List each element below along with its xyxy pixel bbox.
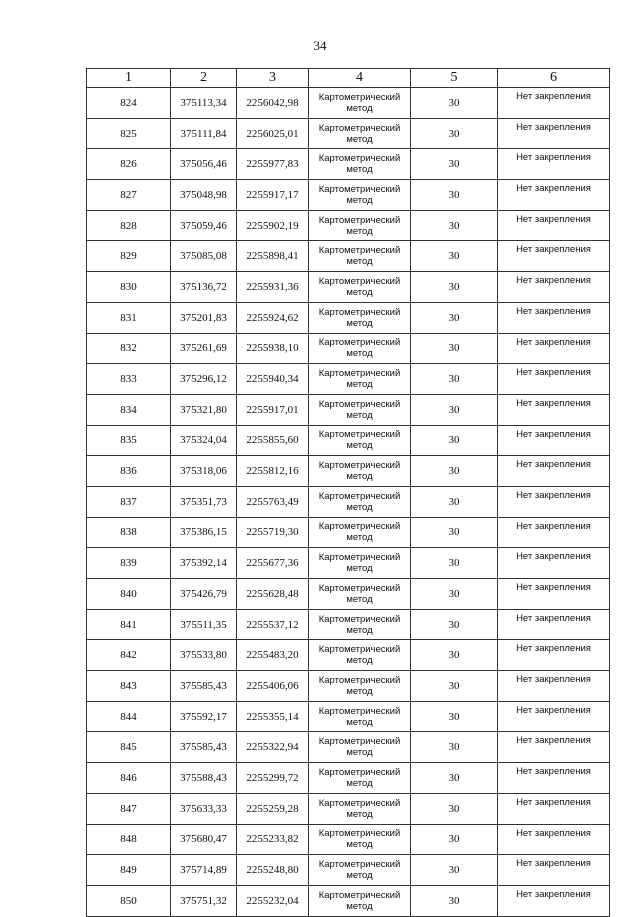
- method-line-2: метод: [346, 808, 373, 820]
- fixation-cell: Нет закрепления: [498, 272, 610, 303]
- table-row: [87, 149, 610, 180]
- method-line-2: метод: [346, 317, 373, 329]
- x-coordinate-cell: 375136,72: [171, 272, 237, 303]
- x-coordinate-cell: 375751,32: [171, 885, 237, 916]
- point-number-cell: 826: [87, 149, 171, 180]
- x-coordinate-cell: 375321,80: [171, 394, 237, 425]
- method-line-1: Картометрический: [318, 245, 401, 257]
- method-line-2: метод: [346, 532, 373, 544]
- x-coordinate-cell: 375714,89: [171, 855, 237, 886]
- accuracy-cell: 30: [411, 394, 498, 425]
- fixation-cell: Нет закрепления: [498, 640, 610, 671]
- method-line-1: Картометрический: [318, 214, 401, 226]
- method-line-1: Картометрический: [318, 153, 401, 165]
- method-line-1: Картометрический: [318, 91, 401, 103]
- point-number-cell: 828: [87, 210, 171, 241]
- point-number-cell: 830: [87, 272, 171, 303]
- y-coordinate-cell: 2255483,20: [237, 640, 309, 671]
- method-cell: [309, 88, 411, 119]
- method-line-2: метод: [346, 348, 373, 360]
- fixation-cell: Нет закрепления: [498, 486, 610, 517]
- table-row: [87, 824, 610, 855]
- fixation-cell: Нет закрепления: [498, 701, 610, 732]
- method-line-2: метод: [346, 900, 373, 912]
- fixation-cell: Нет закрепления: [498, 364, 610, 395]
- method-line-2: метод: [346, 471, 373, 483]
- method-line-1: Картометрический: [318, 306, 401, 318]
- table-row: [87, 763, 610, 794]
- accuracy-cell: 30: [411, 548, 498, 579]
- method-line-1: Картометрический: [318, 859, 401, 871]
- table-body: [87, 88, 610, 917]
- accuracy-cell: 30: [411, 824, 498, 855]
- method-cell: [309, 579, 411, 610]
- method-line-2: метод: [346, 747, 373, 759]
- method-cell: [309, 210, 411, 241]
- method-cell: [309, 732, 411, 763]
- method-cell: [309, 640, 411, 671]
- y-coordinate-cell: 2255917,01: [237, 394, 309, 425]
- method-cell: [309, 548, 411, 579]
- y-coordinate-cell: 2255406,06: [237, 671, 309, 702]
- accuracy-cell: 30: [411, 425, 498, 456]
- x-coordinate-cell: 375048,98: [171, 180, 237, 211]
- accuracy-cell: 30: [411, 701, 498, 732]
- x-coordinate-cell: 375680,47: [171, 824, 237, 855]
- point-number-cell: 836: [87, 456, 171, 487]
- method-line-1: Картометрический: [318, 644, 401, 656]
- fixation-cell: Нет закрепления: [498, 793, 610, 824]
- y-coordinate-cell: 2255855,60: [237, 425, 309, 456]
- table-row: [87, 333, 610, 364]
- method-cell: [309, 425, 411, 456]
- method-cell: [309, 333, 411, 364]
- table-row: [87, 793, 610, 824]
- x-coordinate-cell: 375296,12: [171, 364, 237, 395]
- y-coordinate-cell: 2255248,80: [237, 855, 309, 886]
- y-coordinate-cell: 2255917,17: [237, 180, 309, 211]
- column-header-5: 5: [411, 69, 498, 88]
- method-line-2: метод: [346, 379, 373, 391]
- accuracy-cell: 30: [411, 302, 498, 333]
- method-line-1: Картометрический: [318, 705, 401, 717]
- table-row: [87, 302, 610, 333]
- accuracy-cell: 30: [411, 272, 498, 303]
- method-line-2: метод: [346, 870, 373, 882]
- accuracy-cell: 30: [411, 609, 498, 640]
- point-number-cell: 850: [87, 885, 171, 916]
- point-number-cell: 833: [87, 364, 171, 395]
- method-line-2: метод: [346, 409, 373, 421]
- method-line-2: метод: [346, 256, 373, 268]
- point-number-cell: 842: [87, 640, 171, 671]
- fixation-cell: Нет закрепления: [498, 118, 610, 149]
- table-row: [87, 579, 610, 610]
- x-coordinate-cell: 375261,69: [171, 333, 237, 364]
- method-line-1: Картометрический: [318, 552, 401, 564]
- y-coordinate-cell: 2256025,01: [237, 118, 309, 149]
- method-line-2: метод: [346, 102, 373, 114]
- method-cell: [309, 118, 411, 149]
- fixation-cell: Нет закрепления: [498, 456, 610, 487]
- table-row: [87, 425, 610, 456]
- y-coordinate-cell: 2255299,72: [237, 763, 309, 794]
- y-coordinate-cell: 2255628,48: [237, 579, 309, 610]
- accuracy-cell: 30: [411, 118, 498, 149]
- method-cell: [309, 609, 411, 640]
- point-number-cell: 847: [87, 793, 171, 824]
- method-cell: [309, 517, 411, 548]
- x-coordinate-cell: 375585,43: [171, 671, 237, 702]
- y-coordinate-cell: 2255322,94: [237, 732, 309, 763]
- point-number-cell: 843: [87, 671, 171, 702]
- y-coordinate-cell: 2255938,10: [237, 333, 309, 364]
- x-coordinate-cell: 375386,15: [171, 517, 237, 548]
- fixation-cell: Нет закрепления: [498, 210, 610, 241]
- table-row: [87, 118, 610, 149]
- fixation-cell: Нет закрепления: [498, 548, 610, 579]
- method-line-2: метод: [346, 685, 373, 697]
- method-line-1: Картометрический: [318, 736, 401, 748]
- accuracy-cell: 30: [411, 640, 498, 671]
- y-coordinate-cell: 2255898,41: [237, 241, 309, 272]
- x-coordinate-cell: 375085,08: [171, 241, 237, 272]
- method-cell: [309, 885, 411, 916]
- accuracy-cell: 30: [411, 333, 498, 364]
- table-row: [87, 640, 610, 671]
- fixation-cell: Нет закрепления: [498, 609, 610, 640]
- x-coordinate-cell: 375511,35: [171, 609, 237, 640]
- x-coordinate-cell: 375633,33: [171, 793, 237, 824]
- method-line-1: Картометрический: [318, 582, 401, 594]
- page-number: 34: [313, 38, 327, 53]
- table-row: [87, 855, 610, 886]
- method-line-1: Картометрический: [318, 521, 401, 533]
- method-cell: [309, 272, 411, 303]
- accuracy-cell: 30: [411, 517, 498, 548]
- point-number-cell: 837: [87, 486, 171, 517]
- table-row: [87, 456, 610, 487]
- method-line-2: метод: [346, 194, 373, 206]
- accuracy-cell: 30: [411, 364, 498, 395]
- y-coordinate-cell: 2255763,49: [237, 486, 309, 517]
- method-line-1: Картометрический: [318, 766, 401, 778]
- y-coordinate-cell: 2255940,34: [237, 364, 309, 395]
- accuracy-cell: 30: [411, 149, 498, 180]
- accuracy-cell: 30: [411, 885, 498, 916]
- column-header-2: 2: [171, 69, 237, 88]
- accuracy-cell: 30: [411, 579, 498, 610]
- accuracy-cell: 30: [411, 456, 498, 487]
- method-line-2: метод: [346, 501, 373, 513]
- table-row: [87, 241, 610, 272]
- method-line-2: метод: [346, 839, 373, 851]
- method-line-2: метод: [346, 624, 373, 636]
- method-cell: [309, 701, 411, 732]
- table-row: [87, 486, 610, 517]
- fixation-cell: Нет закрепления: [498, 671, 610, 702]
- x-coordinate-cell: 375426,79: [171, 579, 237, 610]
- accuracy-cell: 30: [411, 88, 498, 119]
- table-row: [87, 272, 610, 303]
- fixation-cell: Нет закрепления: [498, 333, 610, 364]
- table-row: [87, 180, 610, 211]
- point-number-cell: 838: [87, 517, 171, 548]
- method-line-2: метод: [346, 225, 373, 237]
- x-coordinate-cell: 375113,34: [171, 88, 237, 119]
- x-coordinate-cell: 375588,43: [171, 763, 237, 794]
- table-row: [87, 517, 610, 548]
- x-coordinate-cell: 375318,06: [171, 456, 237, 487]
- table-row: [87, 210, 610, 241]
- table-row: [87, 885, 610, 916]
- x-coordinate-cell: 375592,17: [171, 701, 237, 732]
- method-line-1: Картометрический: [318, 797, 401, 809]
- method-cell: [309, 671, 411, 702]
- fixation-cell: Нет закрепления: [498, 824, 610, 855]
- method-line-2: метод: [346, 593, 373, 605]
- point-number-cell: 827: [87, 180, 171, 211]
- fixation-cell: Нет закрепления: [498, 180, 610, 211]
- point-number-cell: 848: [87, 824, 171, 855]
- method-cell: [309, 394, 411, 425]
- x-coordinate-cell: 375059,46: [171, 210, 237, 241]
- x-coordinate-cell: 375201,83: [171, 302, 237, 333]
- fixation-cell: Нет закрепления: [498, 425, 610, 456]
- point-number-cell: 834: [87, 394, 171, 425]
- table-row: [87, 88, 610, 119]
- coordinates-table: [86, 68, 610, 917]
- x-coordinate-cell: 375111,84: [171, 118, 237, 149]
- point-number-cell: 840: [87, 579, 171, 610]
- method-line-1: Картометрический: [318, 398, 401, 410]
- method-cell: [309, 302, 411, 333]
- y-coordinate-cell: 2255233,82: [237, 824, 309, 855]
- table-row: [87, 732, 610, 763]
- y-coordinate-cell: 2255902,19: [237, 210, 309, 241]
- method-cell: [309, 486, 411, 517]
- accuracy-cell: 30: [411, 793, 498, 824]
- method-cell: [309, 855, 411, 886]
- y-coordinate-cell: 2255259,28: [237, 793, 309, 824]
- table-row: [87, 671, 610, 702]
- column-header-6: 6: [498, 69, 610, 88]
- method-cell: [309, 364, 411, 395]
- method-line-1: Картометрический: [318, 674, 401, 686]
- point-number-cell: 845: [87, 732, 171, 763]
- y-coordinate-cell: 2255355,14: [237, 701, 309, 732]
- method-line-2: метод: [346, 563, 373, 575]
- x-coordinate-cell: 375392,14: [171, 548, 237, 579]
- method-line-2: метод: [346, 133, 373, 145]
- method-line-2: метод: [346, 777, 373, 789]
- x-coordinate-cell: 375056,46: [171, 149, 237, 180]
- fixation-cell: Нет закрепления: [498, 517, 610, 548]
- fixation-cell: Нет закрепления: [498, 88, 610, 119]
- fixation-cell: Нет закрепления: [498, 763, 610, 794]
- accuracy-cell: 30: [411, 671, 498, 702]
- point-number-cell: 846: [87, 763, 171, 794]
- x-coordinate-cell: 375585,43: [171, 732, 237, 763]
- method-line-1: Картометрический: [318, 490, 401, 502]
- point-number-cell: 824: [87, 88, 171, 119]
- point-number-cell: 839: [87, 548, 171, 579]
- point-number-cell: 831: [87, 302, 171, 333]
- table-row: [87, 548, 610, 579]
- fixation-cell: Нет закрепления: [498, 855, 610, 886]
- method-line-2: метод: [346, 655, 373, 667]
- method-cell: [309, 180, 411, 211]
- point-number-cell: 825: [87, 118, 171, 149]
- method-line-1: Картометрический: [318, 183, 401, 195]
- method-line-2: метод: [346, 286, 373, 298]
- point-number-cell: 829: [87, 241, 171, 272]
- accuracy-cell: 30: [411, 486, 498, 517]
- method-line-1: Картометрический: [318, 368, 401, 380]
- fixation-cell: Нет закрепления: [498, 302, 610, 333]
- y-coordinate-cell: 2255537,12: [237, 609, 309, 640]
- method-line-1: Картометрический: [318, 337, 401, 349]
- point-number-cell: 835: [87, 425, 171, 456]
- column-header-3: 3: [237, 69, 309, 88]
- method-line-1: Картометрический: [318, 275, 401, 287]
- method-line-1: Картометрический: [318, 429, 401, 441]
- fixation-cell: Нет закрепления: [498, 394, 610, 425]
- table-row: [87, 609, 610, 640]
- column-header-4: 4: [309, 69, 411, 88]
- accuracy-cell: 30: [411, 855, 498, 886]
- point-number-cell: 849: [87, 855, 171, 886]
- method-line-1: Картометрический: [318, 889, 401, 901]
- fixation-cell: Нет закрепления: [498, 885, 610, 916]
- y-coordinate-cell: 2255232,04: [237, 885, 309, 916]
- point-number-cell: 832: [87, 333, 171, 364]
- accuracy-cell: 30: [411, 180, 498, 211]
- x-coordinate-cell: 375533,80: [171, 640, 237, 671]
- method-line-1: Картометрический: [318, 460, 401, 472]
- method-line-1: Картометрический: [318, 122, 401, 134]
- table-row: [87, 701, 610, 732]
- method-line-2: метод: [346, 164, 373, 176]
- fixation-cell: Нет закрепления: [498, 732, 610, 763]
- y-coordinate-cell: 2255924,62: [237, 302, 309, 333]
- y-coordinate-cell: 2255812,16: [237, 456, 309, 487]
- table-row: [87, 394, 610, 425]
- fixation-cell: Нет закрепления: [498, 149, 610, 180]
- method-cell: [309, 456, 411, 487]
- y-coordinate-cell: 2255677,36: [237, 548, 309, 579]
- accuracy-cell: 30: [411, 241, 498, 272]
- y-coordinate-cell: 2256042,98: [237, 88, 309, 119]
- method-cell: [309, 763, 411, 794]
- accuracy-cell: 30: [411, 732, 498, 763]
- accuracy-cell: 30: [411, 763, 498, 794]
- method-cell: [309, 241, 411, 272]
- method-cell: [309, 824, 411, 855]
- method-line-2: метод: [346, 716, 373, 728]
- table-header-row: [87, 69, 610, 88]
- method-line-1: Картометрический: [318, 828, 401, 840]
- method-line-1: Картометрический: [318, 613, 401, 625]
- point-number-cell: 841: [87, 609, 171, 640]
- accuracy-cell: 30: [411, 210, 498, 241]
- fixation-cell: Нет закрепления: [498, 241, 610, 272]
- y-coordinate-cell: 2255931,36: [237, 272, 309, 303]
- fixation-cell: Нет закрепления: [498, 579, 610, 610]
- y-coordinate-cell: 2255977,83: [237, 149, 309, 180]
- y-coordinate-cell: 2255719,30: [237, 517, 309, 548]
- method-cell: [309, 793, 411, 824]
- table-row: [87, 364, 610, 395]
- point-number-cell: 844: [87, 701, 171, 732]
- method-line-2: метод: [346, 440, 373, 452]
- column-header-1: 1: [87, 69, 171, 88]
- x-coordinate-cell: 375351,73: [171, 486, 237, 517]
- method-cell: [309, 149, 411, 180]
- x-coordinate-cell: 375324,04: [171, 425, 237, 456]
